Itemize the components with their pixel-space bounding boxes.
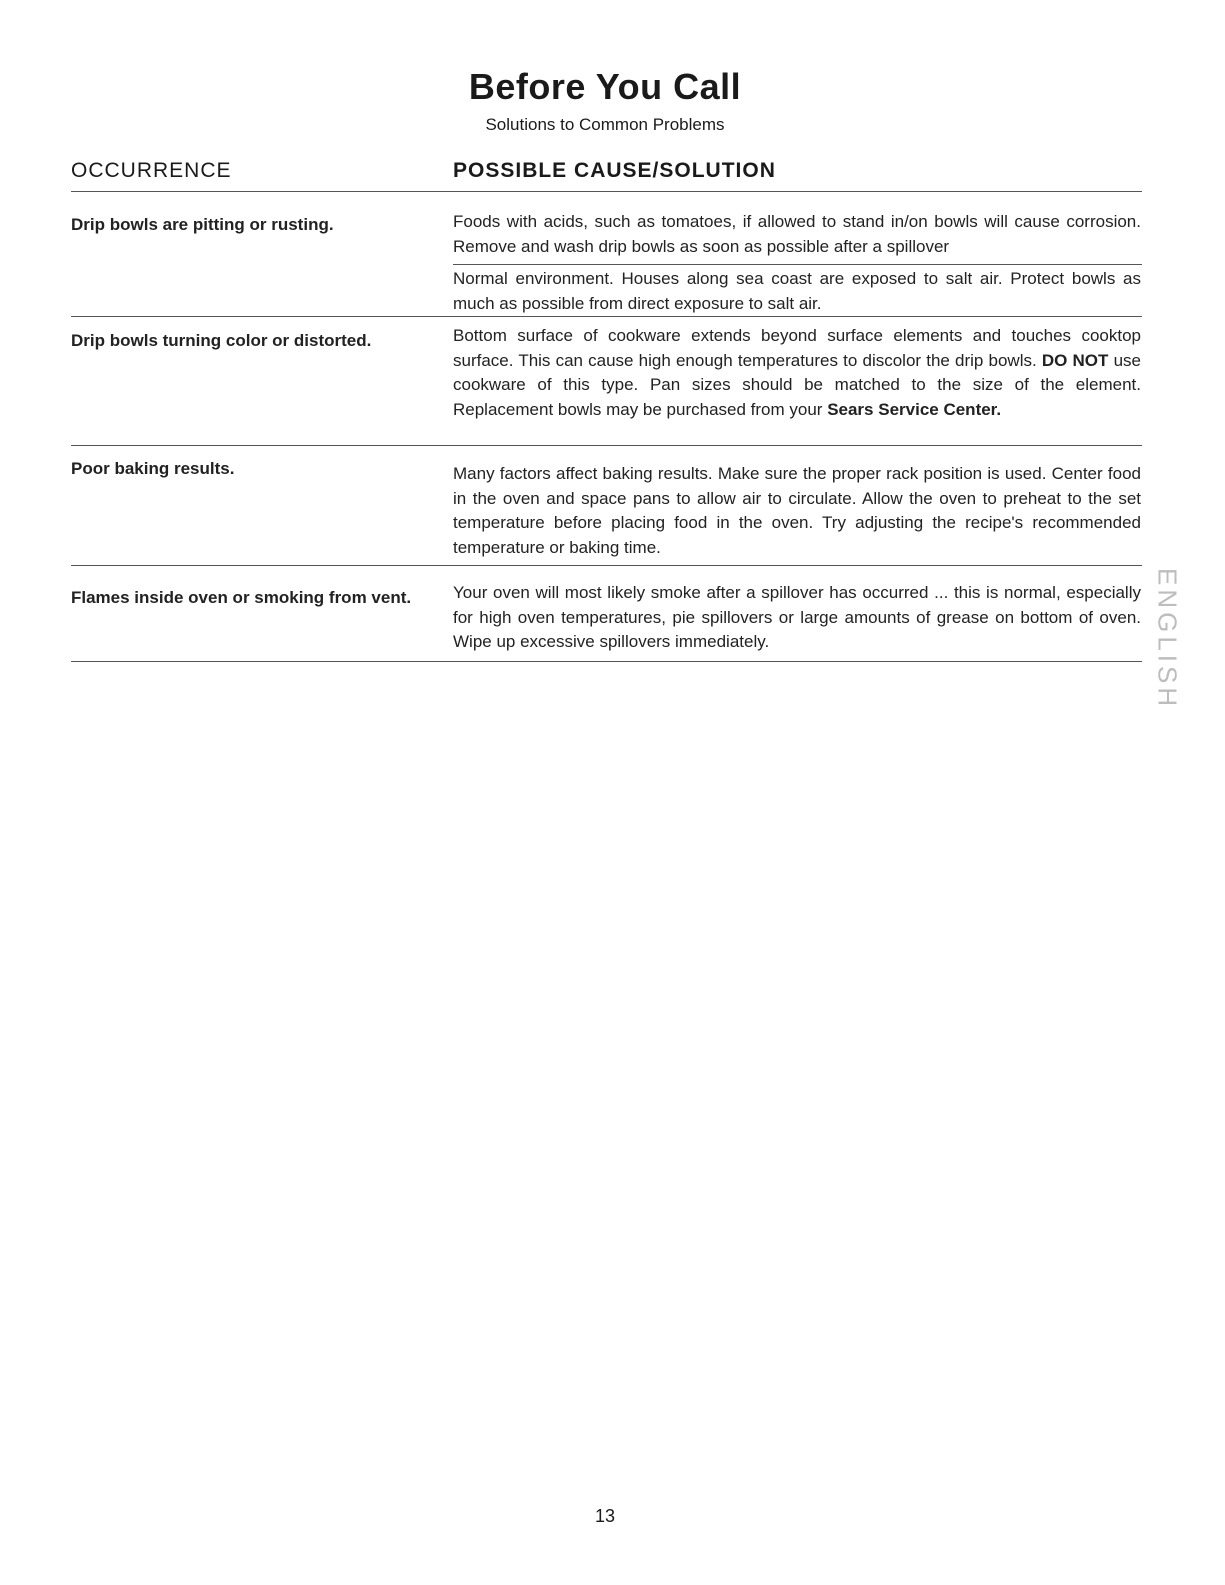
sears-service-center: Sears Service Center.: [827, 399, 1002, 419]
solution-salt-air: Normal environment. Houses along sea coast are exposed to salt air. Protect bowls as much as possible from direct exposure to salt air.: [453, 269, 1141, 313]
row-divider: [71, 661, 1142, 662]
occurrence-flames-smoke: Flames inside oven or smoking from vent.: [71, 588, 412, 607]
page-number: 13: [594, 1506, 616, 1526]
solution-baking-results: Many factors affect baking results. Make sure the proper rack position is used. Center food in the oven and space pans to allow air to circulate. Allow the oven to preheat to the set temperature before placing food in the oven. Try adjusting the recipe's recommended temperature or baking time.: [453, 464, 1141, 557]
solution-spillover-smoke: Your oven will most likely smoke after a spillover has occurred ... this is normal, especially for high oven temperatures, pie spillovers or large amounts of grease on bottom of oven. Wipe up excessive spillovers immediately.: [453, 583, 1141, 651]
occurrence-column-header: OCCURRENCE: [71, 159, 232, 182]
solution-cookware-size: Bottom surface of cookware extends beyond surface elements and touches cooktop surface. This can cause high enough temperatures to discolor the drip bowls. DO NOT use cookware of this type. Pan sizes should be matched to the size of the element. Replacement bowls may be purchased from your Sears Service Center.: [453, 326, 1141, 419]
row-divider: [71, 445, 1142, 446]
solution-acid-corrosion: Foods with acids, such as tomatoes, if allowed to stand in/on bowls will cause corrosion. Remove and wash drip bowls as soon as possible after a spillover: [453, 212, 1141, 256]
row-divider: [71, 565, 1142, 566]
header-divider: [71, 191, 1142, 192]
occurrence-drip-bowls-color: Drip bowls turning color or distorted.: [71, 331, 372, 350]
row-divider: [71, 316, 1142, 317]
language-side-tab: ENGLISH: [1152, 567, 1183, 711]
solution-divider: [453, 264, 1142, 265]
occurrence-poor-baking: Poor baking results.: [71, 459, 235, 478]
page-title: Before You Call: [468, 66, 742, 107]
do-not-emphasis: DO NOT: [1041, 350, 1109, 370]
occurrence-drip-bowls-pitting: Drip bowls are pitting or rusting.: [71, 215, 334, 234]
page-subtitle: Solutions to Common Problems: [485, 115, 725, 134]
cause-column-header: POSSIBLE CAUSE/SOLUTION: [453, 159, 776, 182]
